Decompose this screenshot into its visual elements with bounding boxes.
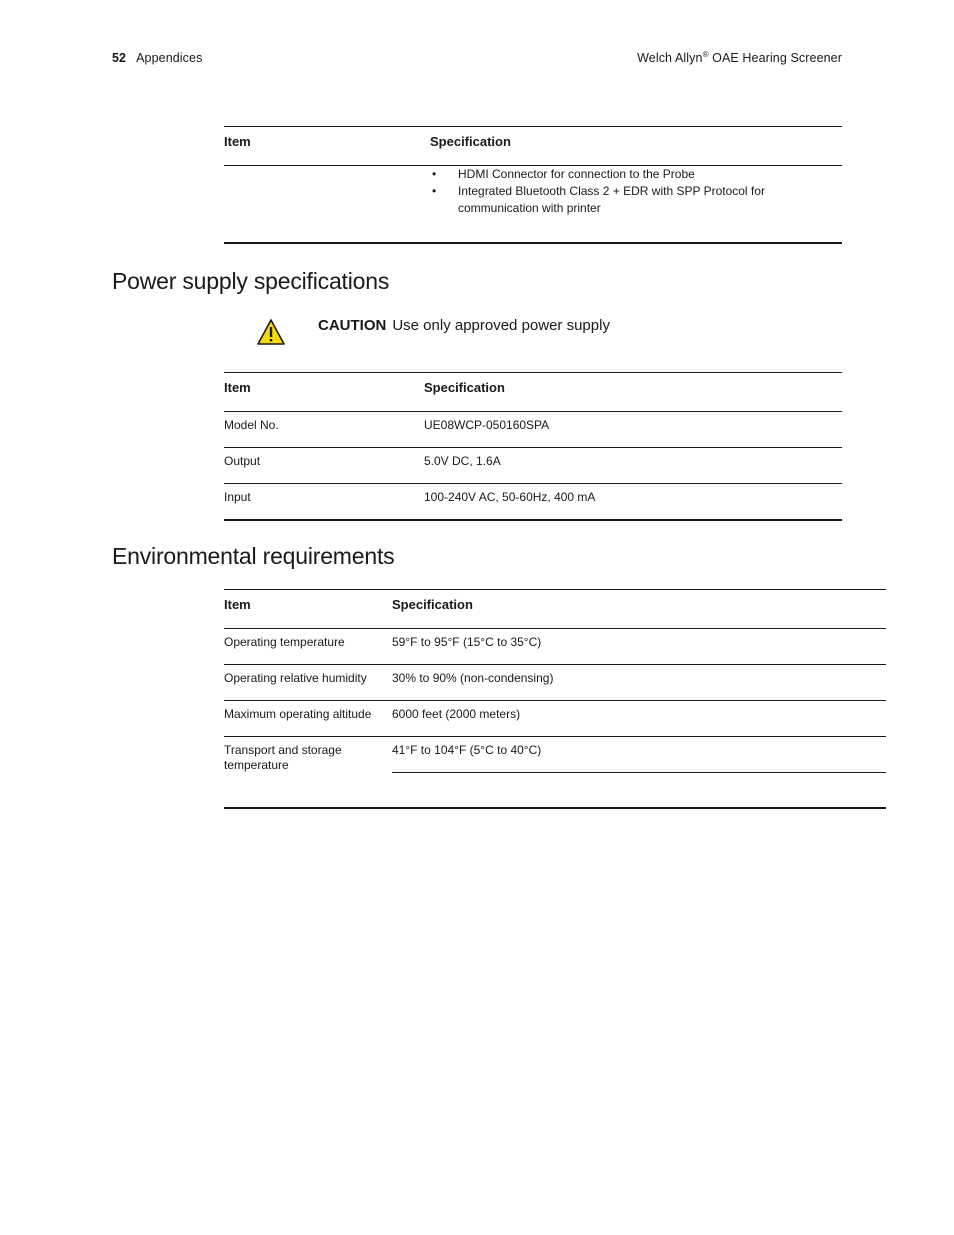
row-item: Output xyxy=(224,454,261,468)
row-spec: 59°F to 95°F (15°C to 35°C) xyxy=(392,635,542,649)
row-item: Input xyxy=(224,490,251,504)
caution-text xyxy=(318,317,610,334)
caution-label: CAUTION xyxy=(318,317,387,334)
column-header-specification: Specification xyxy=(424,380,505,395)
column-header-item: Item xyxy=(224,380,251,395)
section-name: Appendices xyxy=(136,51,203,65)
row-rule xyxy=(224,483,842,484)
table-top-rule xyxy=(224,589,886,590)
header-rule xyxy=(224,411,842,412)
row-rule xyxy=(392,772,886,773)
power-spec-table xyxy=(224,372,842,524)
table-bottom-rule xyxy=(224,242,842,244)
row-spec: 30% to 90% (non-condensing) xyxy=(392,671,554,685)
column-header-specification: Specification xyxy=(392,597,473,612)
brand-name: Welch Allyn xyxy=(637,51,703,65)
list-item: • Integrated Bluetooth Class 2 + EDR with SPP Protocol for communication with printer xyxy=(432,184,765,215)
caution-message: Use only approved power supply xyxy=(392,317,610,334)
row-item: Transport and storage temperature xyxy=(224,743,342,772)
environmental-spec-table xyxy=(224,589,886,813)
registered-mark: ® xyxy=(702,49,709,59)
row-spec: 100-240V AC, 50-60Hz, 400 mA xyxy=(424,490,596,504)
table-top-rule xyxy=(224,372,842,373)
column-header-item: Item xyxy=(224,597,251,612)
row-item: Operating temperature xyxy=(224,635,345,649)
header-rule xyxy=(224,628,886,629)
row-spec: 41°F to 104°F (5°C to 40°C) xyxy=(392,743,542,757)
product-name: OAE Hearing Screener xyxy=(712,51,842,65)
running-header-left xyxy=(112,51,202,65)
table-bottom-rule xyxy=(224,519,842,521)
row-spec: 6000 feet (2000 meters) xyxy=(392,707,521,721)
page-number: 52 xyxy=(112,51,127,65)
column-header-specification: Specification xyxy=(430,134,511,149)
row-spec: 5.0V DC, 1.6A xyxy=(424,454,501,468)
section-heading-power: Power supply specifications xyxy=(112,268,390,294)
table-top-rule xyxy=(224,126,842,127)
column-header-item: Item xyxy=(224,134,251,149)
warning-triangle-icon xyxy=(256,318,286,346)
table-bottom-rule xyxy=(224,807,886,809)
row-spec: UE08WCP-050160SPA xyxy=(424,418,550,432)
section-heading-environmental: Environmental requirements xyxy=(112,543,395,569)
row-item: Model No. xyxy=(224,418,279,432)
row-rule xyxy=(224,447,842,448)
row-rule xyxy=(224,700,886,701)
spec-bullet-list xyxy=(432,166,830,217)
row-rule xyxy=(224,664,886,665)
row-item: Operating relative humidity xyxy=(224,671,367,685)
list-item: • HDMI Connector for connection to the Probe xyxy=(432,167,695,181)
caution-block xyxy=(256,316,816,348)
row-rule xyxy=(224,736,886,737)
row-item: Maximum operating altitude xyxy=(224,707,372,721)
running-header-right xyxy=(637,51,842,65)
